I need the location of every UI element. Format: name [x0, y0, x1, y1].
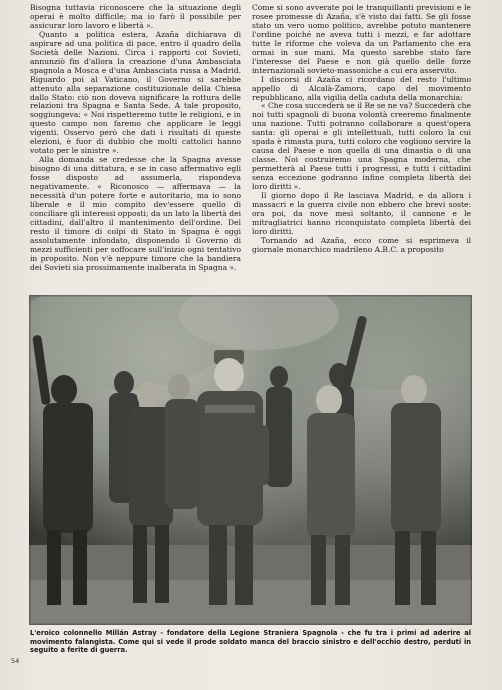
- right-paragraph-2: I discorsi di Azaña ci ricordano del resto l'ultimo appello di Alcalà-Zamora, capo del movimento repubblicano, alla vigilia della caduta della monarchia:: [252, 74, 471, 102]
- left-paragraph-3: Alla domanda se credesse che la Spagna avesse bisogno di una dittatura, e se in caso affermativo egli fosse disposto ad assumerla, rispondeva negativamente. « Riconosco — affermava — la necessità d'un potere forte e autoritario, ma io sono liberale e il mio compito dev'essere quello di conciliare gli interessi opposti; da un lato la libertà dei cittadini, dall'altro il mantenimento dell'ordine. Del resto il timore di colpi di Stato in Spagna è oggi assolutamente infondato, disponendo il Governo di mezzi sufficienti per soffocare sull'inizio ogni tentativo in proposito. Non v'è neppure timore che la bandiera dei Sovieti sia prossimamente inalberata in Spagna ».: [30, 155, 241, 272]
- photo-caption: L'eroico colonnello Millán Astray - fondatore della Legione Straniera Spagnola - che fu tra i primi ad aderire al movimento falangista. Come qui si vede il prode soldato manca del braccio sinistro e dell'occhio destro, perduti in seguito a ferite di guerra.: [30, 629, 471, 655]
- photo-illustration: [29, 295, 472, 625]
- page-number: 54: [11, 657, 20, 665]
- right-paragraph-3: « Che cosa succederà se il Re se ne va? Succederà che noi tutti spagnoli di buona volontà creeremo finalmente una nazione. Tutti potranno collaborare a quest'opera santa: gli operai e gli intellettuali, tutti coloro la cui spada è rimasta pura, tutti coloro che vogliono servire la causa del Paese e non quella di una dinastia o di una classe. Noi costruiremo una Spagna moderna, che permetterà al Paese tutti i progressi, e tutti i cittadini senza eccezione godranno infine completa libertà dei loro diritti ».: [252, 101, 472, 192]
- left-paragraph-1: Bisogna tuttavia riconoscere che la situazione degli operai è molto difficile; ma io farò il possibile per assicurar loro lavoro e libertà ».: [30, 3, 241, 30]
- right-text-column: [252, 4, 471, 255]
- right-paragraph-4: Il giorno dopo il Re lasciava Madrid, e da allora i massacri e la guerra civile non ebbero che brevi soste: ora poi, da nove mesi soltanto, il cannone e le mitragliatrici hanno riconquistato completa libertà dei loro diritti.: [252, 191, 471, 236]
- left-paragraph-2: Quanto a politica estera, Azaña dichiarava di aspirare ad una politica di pace, entro il quadro della Società delle Nazioni. Circa i rapporti coi Sovieti, annunziò fin d'allora la creazione d'una Ambasciata spagnola a Mosca e d'una Ambasciata russa a Madrid. Riguardo poi al Vaticano, il Governo si sarebbe attenuto alla separazione costituzionale della Chiesa dallo Stato: ciò non doveva significare la rottura delle relazioni tra Spagna e Santa Sede. A tale proposito, soggiungeva: « Noi rispetteremo tutte le religioni, e in questo campo non faremo che applicare le leggi vigenti. Osservo però che dati i risultati di queste elezioni, è fuor di dubbio che molti cattolici hanno votato per le sinistre ».: [30, 29, 241, 156]
- right-paragraph-5: Tornando ad Azaña, ecco come si esprimeva il giornale monarchico madrileno A.B.C. a proposito: [252, 235, 471, 254]
- photograph-soldiers-marching: [29, 295, 472, 625]
- right-paragraph-1: Come si sono avverate poi le tranquillanti previsioni e le rosee promesse di Azaña, s'è visto dai fatti. Se gli fosse stato un vero uomo politico, avrebbe potuto mantenere l'ordine poiché ne aveva tutti i mezzi, e far adottare tutte le riforme che voleva da un Parlamento che era ormai in sue mani. Ma questo sarebbe stato fare l'interesse del Paese e non già quello delle forze internazionali sovieto-massoniche a cui era asservito.: [252, 3, 471, 75]
- left-text-column: [30, 4, 241, 273]
